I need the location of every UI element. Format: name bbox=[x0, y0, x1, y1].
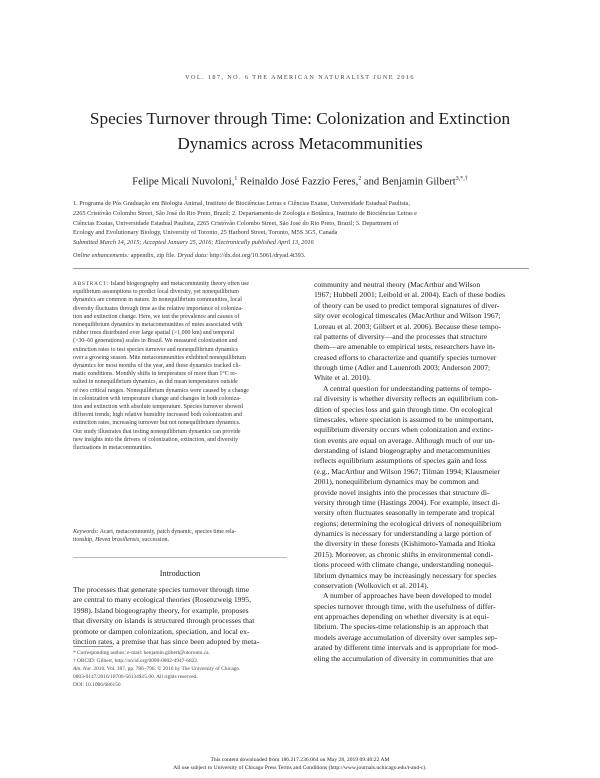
intro-line: are central to many ecological theories (Rosenzweig 1995, bbox=[73, 595, 251, 605]
abstract-line: tion and extinction with absolute temperature. Species turnover showed bbox=[73, 404, 243, 411]
abstract-line: tion and extinction change. Here, we test the prevalence and causes of bbox=[73, 313, 240, 320]
author-affiliation-mark: 2 bbox=[358, 176, 362, 182]
body-line: eling the accumulation of diversity in communities that are bbox=[314, 653, 494, 663]
body-line: librium. The species-time relationship is an approach that bbox=[314, 622, 489, 632]
affiliation-line: 2265 Cristóvão Colombo Street, São José do Rio Preto, Brazil; 2. Departamento de Zoologia e Botânica, Instituto de Biociências Letras e bbox=[73, 209, 418, 217]
abstract-line: extinction rates to test species turnover and nonequilibrium dynamics bbox=[73, 346, 238, 353]
abstract-line: over a growing season. Mite metacommunities exhibited nonequilibrium bbox=[73, 354, 246, 361]
author-affiliation-mark: 3,*,† bbox=[455, 176, 468, 182]
affiliation-line: Ciências Exatas, Universidade Estadual Paulista, 2265 Cristóvão Colombo Street, São José do Rio Preto, Brazil; 3. Department of bbox=[73, 219, 399, 227]
dryad-link[interactable]: http://dx.doi.org/10.5061/dryad.4t393. bbox=[208, 252, 306, 259]
footnote-divider bbox=[73, 646, 113, 647]
abstract-line: (>30–60 generations) scales in Brazil. We measured colonization and bbox=[73, 338, 238, 345]
keywords-label: Keywords: bbox=[73, 529, 99, 535]
affiliations bbox=[73, 199, 529, 238]
body-line: community and neutral theory (MacArthur and Wilson bbox=[314, 280, 481, 289]
body-line: ral patterns of diversity—and the processes that structure bbox=[314, 331, 488, 341]
section-divider bbox=[73, 557, 287, 558]
abstract-line: sulted in nonequilibrium dynamics, as did mean temperatures outside bbox=[73, 379, 238, 386]
footnotes bbox=[73, 646, 287, 690]
submission-dates: Submitted March 14, 2015; Accepted January 25, 2016; Electronically published April 13, 2016 bbox=[73, 239, 314, 246]
body-line: A number of approaches have been developed to model bbox=[323, 591, 492, 601]
abstract-line: different trends; high relative humidity increased both colonization and bbox=[73, 412, 243, 419]
abstract-line: new insights into the drivers of colonization, extinction, and diversity bbox=[73, 436, 239, 443]
body-line: the diversity in these forests (Kishimoto-Yamada and Itioka bbox=[314, 539, 496, 549]
abstract-line: matic conditions. Monthly shifts in temperature of more than 1°C re- bbox=[73, 371, 237, 378]
author-name: and Benjamin Gilbert bbox=[361, 176, 456, 188]
intro-line: The processes that generate species turnover through time bbox=[73, 585, 250, 594]
body-line: 1967; Hubbell 2001; Leibold et al. 2004). Each of these bodies bbox=[314, 290, 506, 300]
footnote-issn: 0003-0147/2016/18706-56134$15.00. All rights reserved. bbox=[73, 673, 198, 680]
dryad-label: Dryad data: bbox=[177, 252, 209, 259]
body-line: of theory can be used to predict temporal signatures of diver- bbox=[314, 300, 500, 310]
paragraph bbox=[314, 591, 529, 664]
email-link[interactable]: benjamin.gilbert@utoronto.ca bbox=[143, 650, 209, 656]
abstract-line: Our study illustrates that testing nonequilibrium dynamics can provide bbox=[73, 428, 241, 435]
body-line: models average accumulation of diversity over samples sep- bbox=[314, 632, 498, 642]
body-line: 2001), nonequilibrium dynamics may be common and bbox=[314, 477, 479, 487]
author-affiliation-mark: 1 bbox=[234, 176, 238, 182]
body-line: (e.g., MacArthur and Wilson 1967; Tilman 1994; Klausmeier bbox=[314, 466, 501, 476]
body-line: regions; determining the ecological drivers of nonequilibrium bbox=[314, 518, 502, 528]
body-line: sity over ecological timescales (MacArthur and Wilson 1967; bbox=[314, 311, 501, 321]
body-line: dition of species loss and gain through time. On ecological bbox=[314, 404, 493, 414]
abstract-line: Island biogeography and metacommunity theory often use bbox=[109, 281, 250, 287]
footnote-orcid: † ORCID: Gilbert, http://orcid.org/0000-0002-4947-6822. bbox=[73, 657, 199, 664]
journal-abbrev: Am. Nat. bbox=[73, 665, 93, 672]
online-enhancements-label: Online enhancements: bbox=[73, 252, 130, 259]
abstract-line: of two critical ranges. Nonequilibrium dynamics were caused by a change bbox=[73, 387, 249, 394]
body-line: tions proceed with climate change, understanding nonequi- bbox=[314, 560, 494, 570]
footer-line: All use subject to University of Chicago Press Terms and Conditions (http://www.journals.uchicago.edu/t-and-c). bbox=[173, 765, 427, 771]
body-line: creased efforts to characterize and quantify species turnover bbox=[314, 352, 497, 362]
body-line: through time (Adler and Lauenroth 2003; Anderson 2007; bbox=[314, 363, 491, 372]
abstract-line: fluctuations in metacommunities. bbox=[73, 445, 153, 452]
download-footer bbox=[0, 756, 600, 772]
author-name: Reinaldo José Fazzio Feres, bbox=[237, 176, 359, 188]
keywords-text: , succession. bbox=[139, 537, 169, 544]
footnote-doi: DOI: 10.1086/686150 bbox=[73, 681, 121, 688]
keywords bbox=[73, 528, 287, 544]
affiliation-line: Ecology and Evolutionary Biology, University of Toronto, 25 Harbord Street, Toronto, M5S 3G5, Canada bbox=[73, 229, 338, 237]
body-line: ral diversity is whether diversity reflects an equilibrium con- bbox=[314, 394, 499, 404]
running-head: VOL. 187, NO. 6 THE AMERICAN NATURALIST JUNE 2016 bbox=[185, 74, 415, 81]
header-divider bbox=[73, 268, 529, 269]
abstract-lead: ABSTRACT: bbox=[73, 281, 110, 287]
intro-line: 1998). Island biogeography theory, for example, proposes bbox=[73, 605, 249, 615]
body-line: White et al. 2010). bbox=[314, 373, 371, 383]
article-title bbox=[40, 106, 560, 156]
body-line: equilibrium diversity occurs when colonization and extinc- bbox=[314, 425, 494, 435]
abstract-line: diversity fluctuates through time as the relative importance of coloniza- bbox=[73, 305, 243, 312]
intro-line: tinction rates, a premise that has since been adopted by meta- bbox=[73, 637, 260, 647]
body-line: arated by different time intervals and is appropriate for mod- bbox=[314, 643, 499, 653]
abstract bbox=[73, 280, 287, 452]
title-line: Species Turnover through Time: Colonization and Extinction bbox=[89, 109, 511, 128]
abstract-line: extinction rates, increasing turnover but not nonequilibrium dynamics. bbox=[73, 420, 241, 427]
title-line: Dynamics across Metacommunities bbox=[177, 134, 423, 153]
introduction-text bbox=[73, 585, 287, 647]
body-line: tion events are equal on average. Although much of our un- bbox=[314, 435, 495, 445]
footnote-text: . bbox=[208, 650, 210, 656]
intro-line: promote or dampen colonization, speciation, and local ex- bbox=[73, 626, 250, 636]
body-line: versity through time (Hastings 2004). For example, insect di- bbox=[314, 497, 501, 507]
abstract-line: equilibrium assumptions to predict local diversity, yet nonequilibrium bbox=[73, 289, 239, 296]
body-line: librium dynamics may be increasingly necessary for species bbox=[314, 570, 497, 580]
footnote-text: 2016. Vol. 187, pp. 786–796. © 2016 by The University of Chicago. bbox=[92, 665, 241, 672]
body-line: 2015). Moreover, as chronic shifts in environmental condi- bbox=[314, 549, 494, 559]
keywords-text: tionship, bbox=[73, 537, 96, 544]
body-line: dynamics is necessary for understanding a large portion of bbox=[314, 529, 492, 538]
affiliation-line: 1. Programa de Pós Graduação em Biologia Animal, Instituto de Biociências Letras e Ciências Exatas, Universidade Estadual Paulista, bbox=[73, 200, 410, 207]
abstract-line: rubber trees distributed over large spatial (>1,000 km) and temporal bbox=[73, 330, 235, 337]
body-line: versity often fluctuates seasonally in temperate and tropical bbox=[314, 508, 495, 518]
abstract-line: in colonization with temperature change and changes in both coloniza- bbox=[73, 395, 242, 402]
online-enhancements-text: appendix, zip file. bbox=[129, 252, 178, 259]
keyword-species: Hevea brasiliensis bbox=[95, 537, 140, 544]
author-name: Felipe Micali Nuvoloni, bbox=[132, 176, 235, 188]
body-line: conservation (Wolkovich et al. 2014). bbox=[314, 580, 429, 590]
right-column-text bbox=[314, 280, 529, 664]
body-line: reflects equilibrium assumptions of species gain and loss bbox=[314, 456, 487, 466]
paragraph bbox=[314, 280, 529, 384]
paragraph bbox=[314, 384, 529, 592]
author-list bbox=[0, 176, 600, 188]
body-line: them—are amenable to empirical tests, researchers have in- bbox=[314, 342, 496, 352]
abstract-line: dynamics for most months of the year, and these dynamics tracked cli- bbox=[73, 363, 241, 370]
body-line: ent approaches depending on whether diversity is at equi- bbox=[314, 612, 490, 621]
online-enhancements bbox=[73, 251, 529, 261]
body-line: derstanding of island biogeography and metacommunities bbox=[314, 446, 491, 455]
body-line: A central question for understanding patterns of tempo- bbox=[323, 383, 492, 393]
body-line: provide novel insights into the processes that structure di- bbox=[314, 487, 490, 497]
footnote-text: * Corresponding author; e-mail: bbox=[73, 650, 144, 656]
body-line: Loreau et al. 2003; Gilbert et al. 2006). Because these tempo- bbox=[314, 321, 502, 331]
body-line: timescales, where speciation is assumed to be unimportant, bbox=[314, 414, 494, 424]
abstract-line: nonequilibrium dynamics in metacommunities of mites associated with bbox=[73, 322, 243, 329]
body-line: species turnover through time, with the usefulness of differ- bbox=[314, 601, 496, 611]
intro-line: that diversity on islands is structured through processes that bbox=[73, 616, 255, 626]
abstract-line: dynamics are common in nature. In nonequilibrium communities, local bbox=[73, 297, 242, 304]
keywords-text: Acari, metacommunity, patch dynamic, species time rela- bbox=[98, 529, 237, 535]
footer-line: This content downloaded from 186.217.236.064 on May 28, 2019 09:40:22 AM bbox=[210, 757, 390, 763]
section-heading-introduction: Introduction bbox=[159, 569, 201, 578]
